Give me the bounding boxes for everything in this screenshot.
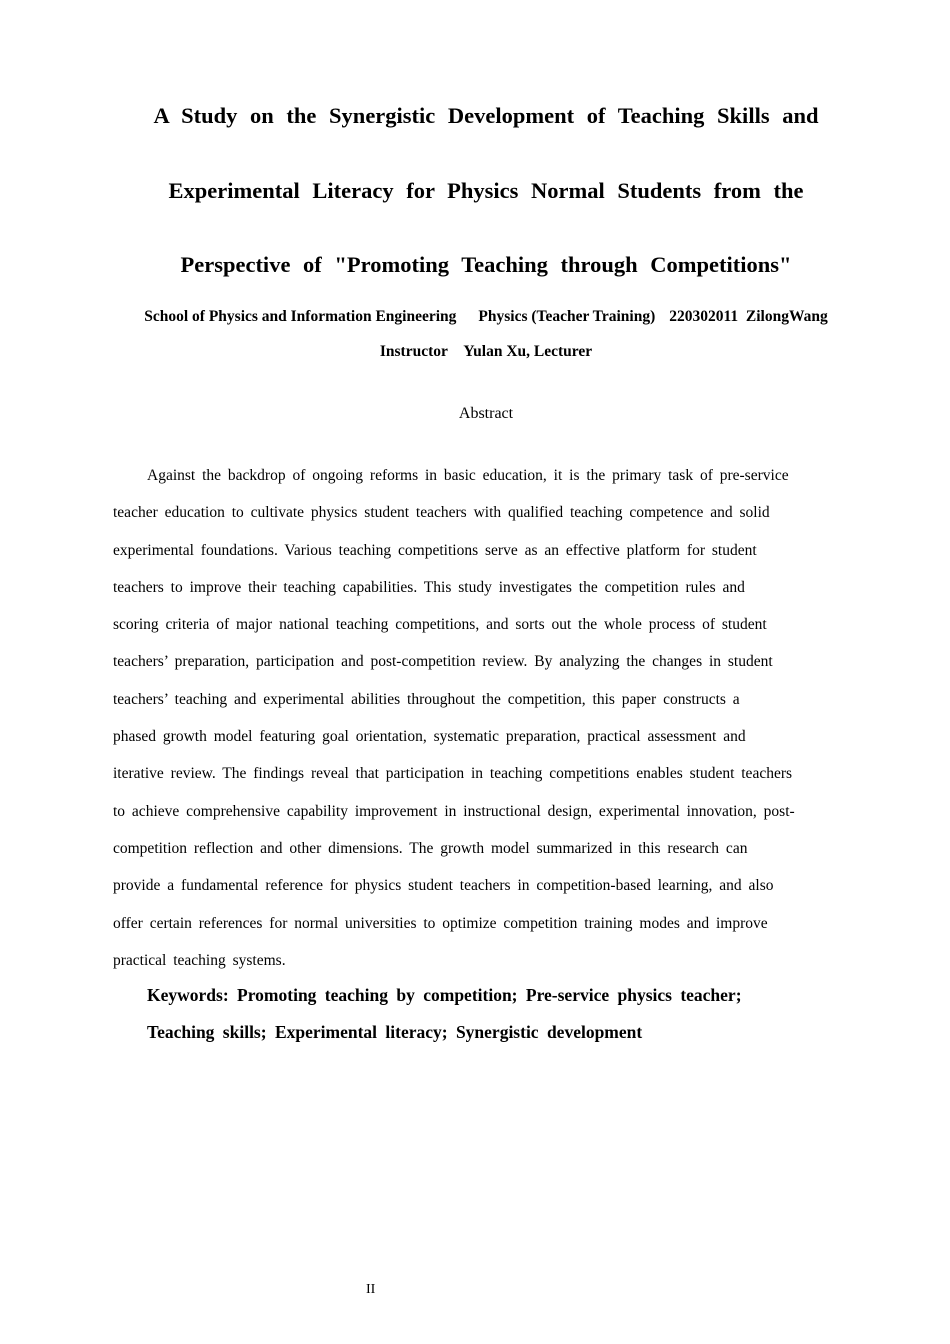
abstract-line: practical teaching systems. [113,951,286,969]
instructor-label: Instructor [379,343,448,360]
abstract-heading: Abstract [458,405,514,422]
abstract-line: competition reflection and other dimensions. The growth model summarized in this research can [113,839,748,857]
paper-title [100,94,872,318]
abstract-line: scoring criteria of major national teaching competitions, and sorts out the whole process of student [113,616,767,634]
title-line: Perspective of "Promoting Teaching through Competitions" [180,252,792,277]
abstract-line: teachers’ preparation, participation and post-competition review. By analyzing the changes in student [113,653,773,671]
student-id: 220302011 [669,308,739,325]
instructor-line [100,341,872,363]
abstract-line: Against the backdrop of ongoing reforms in basic education, it is the primary task of pre-service [147,467,789,484]
instructor-name: Yulan Xu, Lecturer [463,343,593,360]
keywords [147,977,859,1052]
abstract-line: teachers’ teaching and experimental abilities throughout the competition, this paper constructs a [113,690,740,708]
abstract-line: iterative review. The findings reveal that participation in teaching competitions enables student teachers [113,765,793,783]
student-name: ZilongWang [745,308,828,325]
abstract-line: phased growth model featuring goal orientation, systematic preparation, practical assessment and [113,728,746,746]
page-number: II [366,1282,376,1297]
abstract-line: provide a fundamental reference for physics student teachers in competition-based learning, and also [113,877,774,895]
abstract-line: experimental foundations. Various teaching competitions serve as an effective platform for student [113,541,757,559]
keywords-line: Keywords: Promoting teaching by competition; Pre-service physics teacher; [147,985,742,1005]
author-affiliation [100,306,872,328]
school-name: School of Physics and Information Engineering [144,308,457,325]
title-line: Experimental Literacy for Physics Normal Students from the [168,177,804,203]
abstract-line: teachers to improve their teaching capabilities. This study investigates the competition rules and [113,578,745,596]
abstract-line: to achieve comprehensive capability improvement in instructional design, experimental innovation, post- [113,802,795,820]
abstract-body [113,457,861,979]
major-name: Physics (Teacher Training) [478,308,656,325]
abstract-line: teacher education to cultivate physics student teachers with qualified teaching competence and solid [113,504,770,522]
title-line: A Study on the Synergistic Development of Teaching Skills and [153,103,819,128]
abstract-line: offer certain references for normal universities to optimize competition training modes and improve [113,914,768,932]
keywords-line: Teaching skills; Experimental literacy; Synergistic development [147,1022,643,1043]
